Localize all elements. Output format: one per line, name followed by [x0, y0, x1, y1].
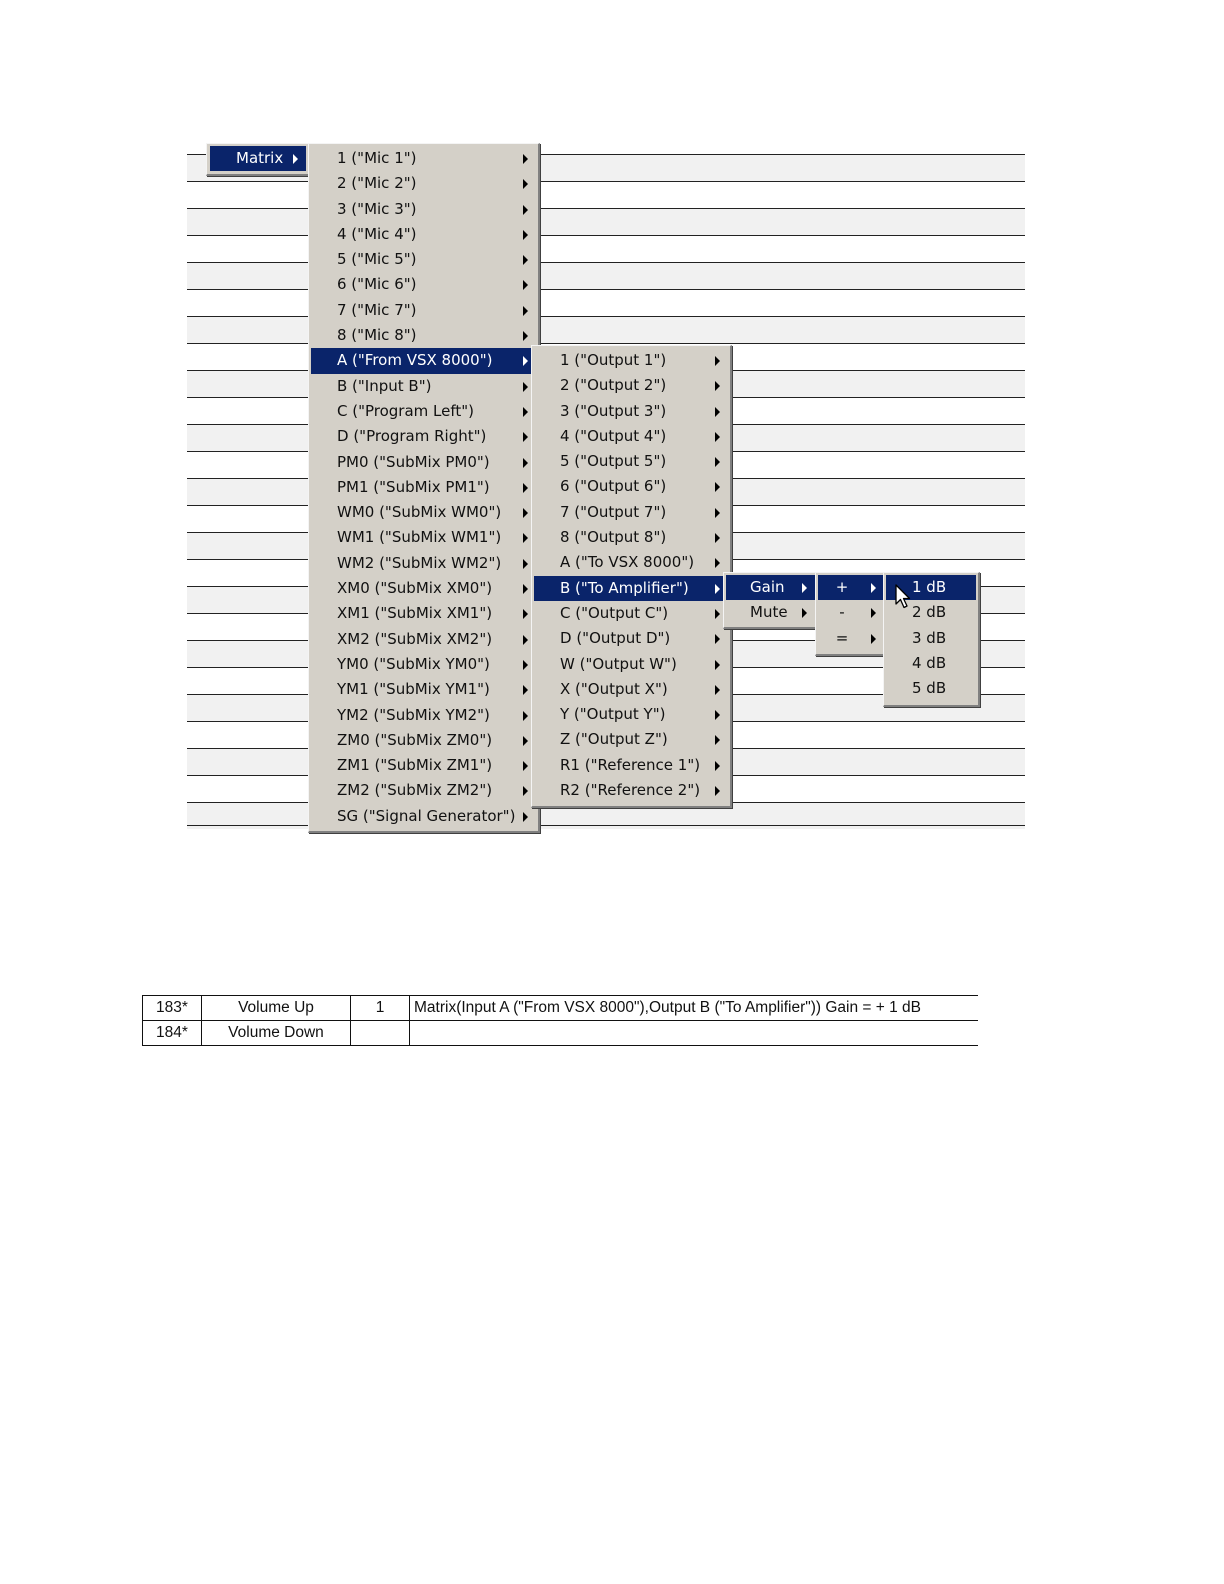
command-table — [142, 995, 978, 1046]
menu-item-label: Gain — [750, 578, 785, 596]
output-menu-item[interactable] — [534, 702, 728, 727]
submenu-arrow-icon — [523, 432, 528, 442]
menu-item-label: B ("Input B") — [337, 376, 432, 395]
output-menu-item[interactable] — [534, 677, 728, 702]
input-menu-item[interactable] — [311, 677, 536, 702]
submenu-arrow-icon — [523, 812, 528, 822]
submenu-arrow-icon — [523, 179, 528, 189]
submenu-arrow-icon — [871, 583, 876, 593]
menu-item-label: 5 dB — [912, 679, 947, 698]
submenu-arrow-icon — [715, 660, 720, 670]
menu-item-label: XM0 ("SubMix XM0") — [337, 579, 493, 598]
submenu-arrow-icon — [523, 736, 528, 746]
table-row[interactable] — [143, 996, 979, 1021]
submenu-arrow-icon — [523, 154, 528, 164]
submenu-arrow-icon — [715, 533, 720, 543]
input-menu-item[interactable] — [311, 551, 536, 576]
output-menu-item[interactable] — [534, 576, 728, 601]
input-menu-item[interactable] — [311, 804, 536, 829]
input-menu-item[interactable] — [311, 424, 536, 449]
input-menu-item[interactable] — [311, 247, 536, 272]
input-menu-item[interactable] — [311, 525, 536, 550]
menu-item-label: 7 ("Output 7") — [560, 502, 667, 521]
row-count — [351, 1021, 410, 1046]
menu-item-label: WM2 ("SubMix WM2") — [337, 553, 502, 572]
row-name: Volume Down — [202, 1021, 351, 1046]
menu-item-label: XM1 ("SubMix XM1") — [337, 604, 493, 623]
parameter-menu-item[interactable] — [726, 600, 815, 625]
input-menu-item[interactable] — [311, 450, 536, 475]
input-menu-item[interactable] — [311, 171, 536, 196]
menu-item-label: R2 ("Reference 2") — [560, 781, 701, 800]
submenu-arrow-icon — [523, 331, 528, 341]
submenu-arrow-icon — [523, 584, 528, 594]
row-name: Volume Up — [202, 996, 351, 1021]
submenu-arrow-icon — [523, 660, 528, 670]
input-menu-item[interactable] — [311, 197, 536, 222]
submenu-arrow-icon — [523, 786, 528, 796]
submenu-arrow-icon — [715, 761, 720, 771]
menu-item-label: 4 ("Output 4") — [560, 426, 667, 445]
input-menu-item[interactable] — [311, 222, 536, 247]
menu-item-label: 7 ("Mic 7") — [337, 300, 417, 319]
submenu-arrow-icon — [715, 381, 720, 391]
menu-item-label: Z ("Output Z") — [560, 730, 668, 749]
input-menu-item[interactable] — [311, 272, 536, 297]
input-menu-item[interactable] — [311, 778, 536, 803]
submenu-arrow-icon — [715, 685, 720, 695]
input-menu-item[interactable] — [311, 652, 536, 677]
submenu-arrow-icon — [715, 482, 720, 492]
submenu-arrow-icon — [523, 356, 528, 366]
output-menu-item[interactable] — [534, 449, 728, 474]
submenu-arrow-icon — [523, 711, 528, 721]
menu-item-label: YM0 ("SubMix YM0") — [337, 654, 490, 673]
submenu-arrow-icon — [523, 533, 528, 543]
menu-item-label: 5 ("Output 5") — [560, 452, 667, 471]
row-count: 1 — [351, 996, 410, 1021]
output-menu-item[interactable] — [534, 373, 728, 398]
output-menu-item[interactable] — [534, 727, 728, 752]
submenu-arrow-icon — [523, 255, 528, 265]
menu-item-label: = — [835, 628, 849, 647]
submenu-arrow-icon — [802, 583, 807, 593]
menu-item-label: A ("From VSX 8000") — [337, 351, 493, 370]
menu-item-label: Matrix — [236, 149, 284, 167]
menu-item-label: 3 ("Mic 3") — [337, 199, 417, 218]
submenu-arrow-icon — [715, 609, 720, 619]
output-menu-item[interactable] — [534, 626, 728, 651]
menu-item-label: - — [839, 603, 845, 622]
menu-item-label: D ("Program Right") — [337, 427, 487, 446]
menu-item-label: WM0 ("SubMix WM0") — [337, 503, 502, 522]
outputs-submenu — [531, 345, 732, 808]
submenu-arrow-icon — [523, 382, 528, 392]
menu-item-label: W ("Output W") — [560, 654, 677, 673]
submenu-arrow-icon — [523, 609, 528, 619]
menu-item-label: 1 ("Output 1") — [560, 351, 667, 369]
input-menu-item[interactable] — [311, 728, 536, 753]
submenu-arrow-icon — [871, 608, 876, 618]
submenu-arrow-icon — [523, 635, 528, 645]
menu-item-label: 6 ("Output 6") — [560, 477, 667, 496]
menu-item-label: SG ("Signal Generator") — [337, 806, 516, 825]
parameter-submenu — [723, 572, 819, 629]
menu-item-label: 4 dB — [912, 653, 947, 672]
submenu-arrow-icon — [715, 584, 720, 594]
menu-item-label: 1 dB — [912, 578, 947, 596]
input-menu-item[interactable] — [311, 576, 536, 601]
submenu-arrow-icon — [715, 634, 720, 644]
input-menu-item[interactable] — [311, 348, 536, 373]
submenu-arrow-icon — [523, 205, 528, 215]
submenu-arrow-icon — [523, 761, 528, 771]
menu-item-label: YM2 ("SubMix YM2") — [337, 705, 490, 724]
menu-item-label: 5 ("Mic 5") — [337, 250, 417, 269]
menu-item-label: 3 ("Output 3") — [560, 401, 667, 420]
submenu-arrow-icon — [715, 356, 720, 366]
menu-item-label: C ("Output C") — [560, 603, 669, 622]
submenu-arrow-icon — [715, 432, 720, 442]
menu-item-label: R1 ("Reference 1") — [560, 755, 701, 774]
table-row[interactable] — [143, 1021, 979, 1046]
output-menu-item[interactable] — [534, 474, 728, 499]
menu-item-label: WM1 ("SubMix WM1") — [337, 528, 502, 547]
submenu-arrow-icon — [523, 407, 528, 417]
input-menu-item[interactable] — [311, 298, 536, 323]
output-menu-item[interactable] — [534, 778, 728, 803]
menu-item-label: 1 ("Mic 1") — [337, 149, 417, 167]
output-menu-item[interactable] — [534, 525, 728, 550]
output-menu-item[interactable] — [534, 550, 728, 575]
operator-menu-item[interactable] — [818, 575, 884, 600]
menu-item-label: ZM1 ("SubMix ZM1") — [337, 756, 493, 775]
input-menu-item[interactable] — [311, 323, 536, 348]
input-menu-item[interactable] — [311, 475, 536, 500]
input-menu-item[interactable] — [311, 500, 536, 525]
db-menu-item[interactable] — [886, 626, 976, 651]
db-menu-item[interactable] — [886, 651, 976, 676]
menu-item-label: YM1 ("SubMix YM1") — [337, 680, 490, 699]
submenu-arrow-icon — [523, 559, 528, 569]
menu-item-label: X ("Output X") — [560, 679, 668, 698]
submenu-arrow-icon — [293, 154, 298, 164]
operator-menu-item[interactable] — [818, 626, 884, 651]
input-menu-item[interactable] — [311, 399, 536, 424]
input-menu-item[interactable] — [311, 627, 536, 652]
menu-item-label: 2 ("Output 2") — [560, 376, 667, 395]
submenu-arrow-icon — [715, 786, 720, 796]
menu-item-matrix[interactable] — [210, 146, 306, 171]
menu-item-label: 8 ("Output 8") — [560, 528, 667, 547]
input-menu-item[interactable] — [311, 601, 536, 626]
submenu-arrow-icon — [715, 457, 720, 467]
operator-submenu — [815, 572, 888, 656]
menu-item-label: ZM0 ("SubMix ZM0") — [337, 730, 493, 749]
submenu-arrow-icon — [715, 407, 720, 417]
input-menu-item[interactable] — [311, 146, 536, 171]
submenu-arrow-icon — [523, 508, 528, 518]
menu-item-label: Mute — [750, 603, 788, 622]
output-menu-item[interactable] — [534, 500, 728, 525]
menu-item-label: ZM2 ("SubMix ZM2") — [337, 781, 493, 800]
menu-item-label: D ("Output D") — [560, 629, 671, 648]
submenu-arrow-icon — [523, 458, 528, 468]
submenu-arrow-icon — [523, 280, 528, 290]
menu-item-label: C ("Program Left") — [337, 401, 475, 420]
submenu-arrow-icon — [523, 483, 528, 493]
menu-item-label: PM0 ("SubMix PM0") — [337, 452, 490, 471]
submenu-arrow-icon — [715, 508, 720, 518]
row-command — [410, 1021, 979, 1046]
menu-item-label: 8 ("Mic 8") — [337, 326, 417, 345]
mouse-pointer-icon — [895, 584, 915, 612]
submenu-arrow-icon — [715, 558, 720, 568]
parameter-menu-item[interactable] — [726, 575, 815, 600]
menu-item-label: 6 ("Mic 6") — [337, 275, 417, 294]
submenu-arrow-icon — [802, 608, 807, 618]
output-menu-item[interactable] — [534, 424, 728, 449]
operator-menu-item[interactable] — [818, 600, 884, 625]
row-id: 183* — [143, 996, 202, 1021]
menu-item-label: A ("To VSX 8000") — [560, 553, 695, 572]
inputs-submenu — [308, 143, 540, 833]
menu-item-label: PM1 ("SubMix PM1") — [337, 477, 490, 496]
menu-item-label: B ("To Amplifier") — [560, 578, 689, 597]
submenu-arrow-icon — [715, 735, 720, 745]
menu-item-label: 3 dB — [912, 628, 947, 647]
submenu-arrow-icon — [523, 230, 528, 240]
output-menu-item[interactable] — [534, 601, 728, 626]
submenu-arrow-icon — [715, 710, 720, 720]
output-menu-item[interactable] — [534, 348, 728, 373]
menu-item-label: Y ("Output Y") — [560, 705, 666, 724]
input-menu-item[interactable] — [311, 374, 536, 399]
matrix-menu — [206, 143, 311, 176]
menu-item-label: 4 ("Mic 4") — [337, 224, 417, 243]
input-menu-item[interactable] — [311, 703, 536, 728]
menu-item-label: 2 ("Mic 2") — [337, 174, 417, 193]
db-menu-item[interactable] — [886, 676, 976, 701]
output-menu-item[interactable] — [534, 652, 728, 677]
submenu-arrow-icon — [523, 685, 528, 695]
output-menu-item[interactable] — [534, 753, 728, 778]
row-id: 184* — [143, 1021, 202, 1046]
input-menu-item[interactable] — [311, 753, 536, 778]
submenu-arrow-icon — [871, 634, 876, 644]
menu-item-label: XM2 ("SubMix XM2") — [337, 629, 493, 648]
submenu-arrow-icon — [523, 306, 528, 316]
row-command: Matrix(Input A ("From VSX 8000"),Output B ("To Amplifier")) Gain = + 1 dB — [410, 996, 979, 1021]
menu-item-label: + — [835, 578, 849, 596]
output-menu-item[interactable] — [534, 399, 728, 424]
menu-item-label: 2 dB — [912, 603, 947, 622]
